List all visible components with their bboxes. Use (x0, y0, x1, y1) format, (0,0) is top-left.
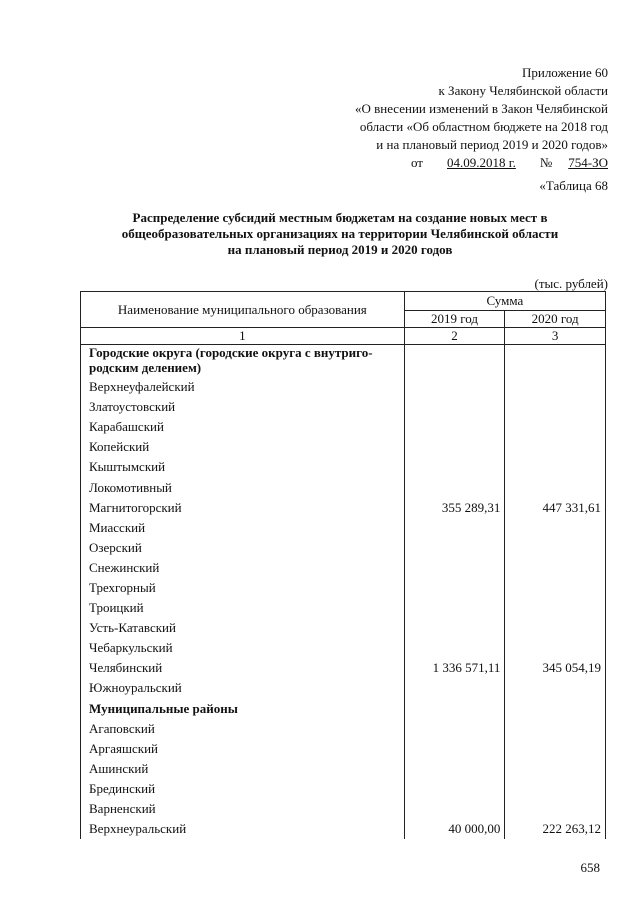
number-label: № (539, 155, 553, 170)
row-name: Локомотивный (81, 477, 405, 497)
table-row (81, 437, 606, 457)
row-name: Озерский (81, 538, 405, 558)
row-value-2019 (404, 638, 505, 658)
row-name: Копейский (81, 437, 405, 457)
table-row (81, 578, 606, 598)
title-line: общеобразовательных организациях на территории Челябинской области (121, 226, 559, 241)
row-name: Карабашский (81, 417, 405, 437)
column-number: 1 (81, 328, 405, 345)
row-value-2020 (505, 538, 606, 558)
row-value-2020 (505, 377, 606, 397)
row-name: Чебаркульский (81, 638, 405, 658)
row-value-2020 (505, 457, 606, 477)
row-name: Брединский (81, 779, 405, 799)
table-row (81, 678, 606, 698)
row-name: Миасский (81, 518, 405, 538)
row-name: Снежинский (81, 558, 405, 578)
units-label: (тыс. рублей) (534, 276, 608, 291)
row-name: Аргаяшский (81, 739, 405, 759)
appendix-line: к Закону Челябинской области (438, 83, 608, 98)
table-row (81, 819, 606, 839)
appendix-line: Приложение 60 (521, 65, 608, 80)
row-name: Южноуральский (81, 678, 405, 698)
table-row (81, 477, 606, 497)
appendix-line: и на плановый период 2019 и 2020 годов» (376, 137, 608, 152)
law-number: 754-ЗО (568, 155, 608, 170)
appendix-header (248, 64, 608, 172)
row-value-2020 (505, 699, 606, 719)
row-value-2019 (404, 538, 505, 558)
column-header-name: Наименование муниципального образования (81, 292, 405, 328)
row-name: Челябинский (81, 658, 405, 678)
table-row (81, 558, 606, 578)
table-row (81, 457, 606, 477)
row-value-2019 (404, 377, 505, 397)
row-name: Троицкий (81, 598, 405, 618)
table-row (81, 518, 606, 538)
row-value-2019 (404, 759, 505, 779)
row-value-2019 (404, 457, 505, 477)
row-value-2019 (404, 477, 505, 497)
row-value-2019 (404, 397, 505, 417)
row-name: Усть-Катавский (81, 618, 405, 638)
row-value-2019 (404, 618, 505, 638)
title-line: Распределение субсидий местным бюджетам на создание новых мест в (132, 210, 548, 225)
row-value-2020: 222 263,12 (505, 819, 606, 839)
table-row (81, 799, 606, 819)
table-row (81, 779, 606, 799)
row-value-2020 (505, 345, 606, 378)
row-value-2019 (404, 699, 505, 719)
row-value-2019: 1 336 571,11 (404, 658, 505, 678)
row-value-2020 (505, 779, 606, 799)
row-name: Златоустовский (81, 397, 405, 417)
row-value-2020 (505, 578, 606, 598)
table-row (81, 417, 606, 437)
row-value-2020 (505, 799, 606, 819)
table-row (81, 618, 606, 638)
row-value-2020 (505, 759, 606, 779)
table-row (81, 498, 606, 518)
column-number: 3 (505, 328, 606, 345)
column-header-sum: Сумма (404, 292, 605, 311)
row-value-2019 (404, 598, 505, 618)
row-value-2019 (404, 678, 505, 698)
row-value-2019 (404, 518, 505, 538)
row-name: Магнитогорский (81, 498, 405, 518)
row-value-2019 (404, 437, 505, 457)
appendix-line: «О внесении изменений в Закон Челябинской (354, 101, 608, 116)
table-row (81, 719, 606, 739)
from-label: от (410, 155, 423, 170)
column-number: 2 (404, 328, 505, 345)
row-value-2019 (404, 719, 505, 739)
table-row (81, 598, 606, 618)
row-value-2020 (505, 618, 606, 638)
row-value-2020 (505, 518, 606, 538)
row-value-2019 (404, 417, 505, 437)
row-value-2020 (505, 558, 606, 578)
row-name: Ашинский (81, 759, 405, 779)
row-value-2019 (404, 779, 505, 799)
table-row (81, 345, 606, 378)
table-row (81, 638, 606, 658)
row-value-2020 (505, 598, 606, 618)
row-name: Кыштымский (81, 457, 405, 477)
row-name: Верхнеуральский (81, 819, 405, 839)
row-name: Верхнеуфалейский (81, 377, 405, 397)
row-value-2019 (404, 578, 505, 598)
table-row (81, 538, 606, 558)
table-row (81, 397, 606, 417)
row-value-2020 (505, 638, 606, 658)
title-line: на плановый период 2019 и 2020 годов (227, 242, 453, 257)
page-number: 658 (580, 860, 600, 875)
row-value-2020: 345 054,19 (505, 658, 606, 678)
row-name: Муниципальные районы (81, 699, 405, 719)
row-value-2020 (505, 417, 606, 437)
column-header-2019: 2019 год (404, 311, 505, 328)
row-value-2020 (505, 739, 606, 759)
row-value-2020 (505, 719, 606, 739)
table-row (81, 699, 606, 719)
column-header-2020: 2020 год (505, 311, 606, 328)
law-date-number (248, 154, 608, 172)
document-title (80, 210, 600, 258)
row-name: Городские округа (городские округа с внутриго-родским делением) (81, 345, 405, 378)
row-value-2019 (404, 799, 505, 819)
row-name: Варненский (81, 799, 405, 819)
row-name: Трехгорный (81, 578, 405, 598)
row-value-2019 (404, 739, 505, 759)
table-row (81, 377, 606, 397)
row-value-2020 (505, 437, 606, 457)
table-label: «Таблица 68 (539, 178, 608, 193)
row-value-2020: 447 331,61 (505, 498, 606, 518)
law-date: 04.09.2018 г. (446, 155, 516, 170)
row-value-2019: 355 289,31 (404, 498, 505, 518)
row-value-2020 (505, 397, 606, 417)
row-name: Агаповский (81, 719, 405, 739)
row-value-2020 (505, 678, 606, 698)
row-value-2019 (404, 558, 505, 578)
table-row (81, 759, 606, 779)
row-value-2019 (404, 345, 505, 378)
row-value-2019: 40 000,00 (404, 819, 505, 839)
table-row (81, 739, 606, 759)
table-row (81, 658, 606, 678)
row-value-2020 (505, 477, 606, 497)
appendix-line: области «Об областном бюджете на 2018 год (359, 119, 608, 134)
subsidy-table (80, 291, 606, 839)
